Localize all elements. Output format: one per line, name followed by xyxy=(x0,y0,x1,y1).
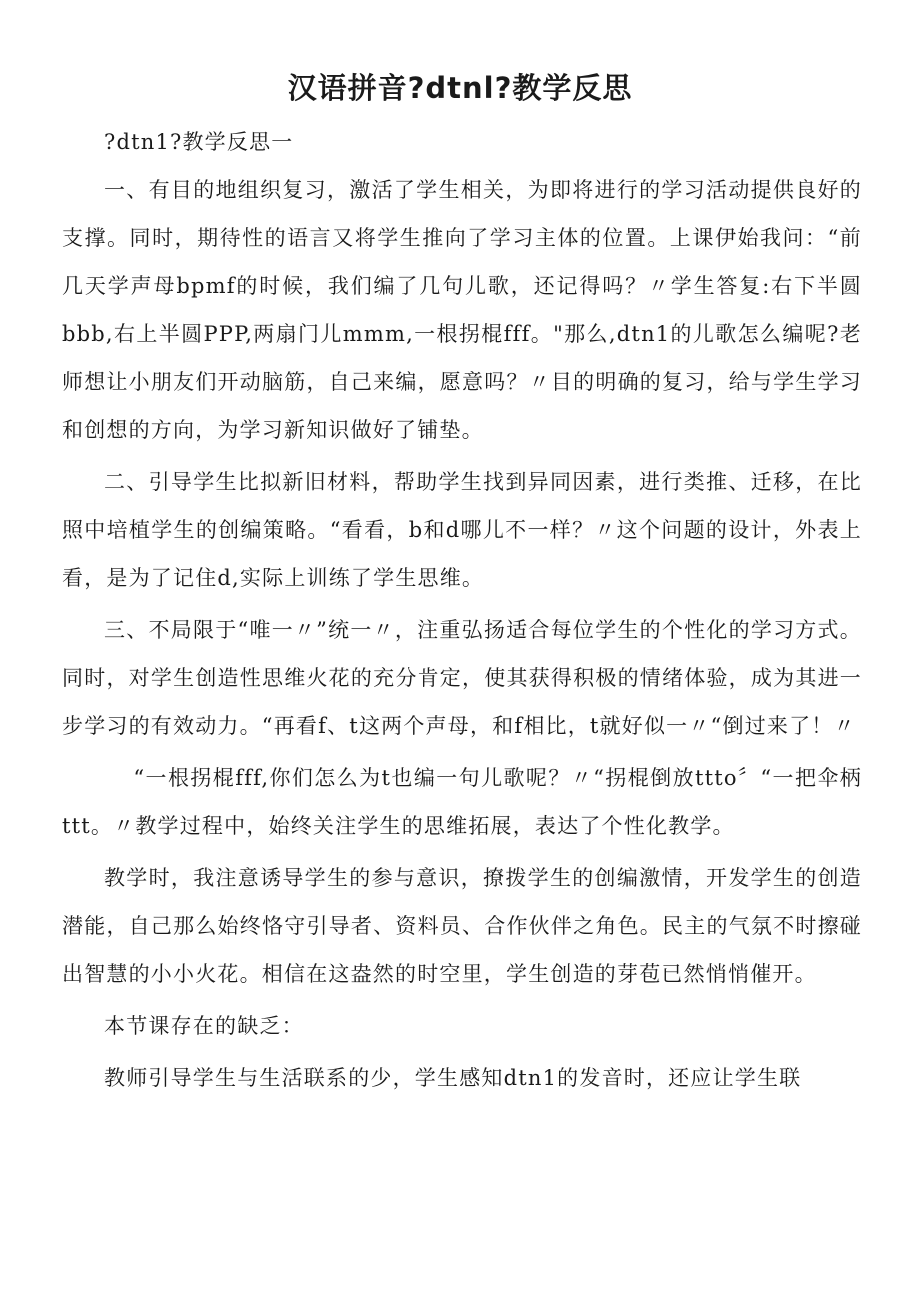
paragraph-shortcomings-heading: 本节课存在的缺乏： xyxy=(104,1014,304,1038)
paragraph-compare: 二、引导学生比拟新旧材料，帮助学生找到异同因素，进行类推、迁移，在比照中培植学生的创编策略。“看看，b和d哪儿不一样？〃这个问题的设计，外表上看，是为了记住d,实际上训练了学生思维。 xyxy=(62,470,862,590)
paragraph-quote: “一根拐棍fff,你们怎么为t也编一句儿歌呢？〃“拐棍倒放ttto〞“一把伞柄ttt。〃教学过程中，始终关注学生的思维拓展，表达了个性化教学。 xyxy=(62,766,862,838)
document-title: 汉语拼音?dtnl?教学反思 xyxy=(287,71,633,105)
paragraph-teaching: 教学时，我注意诱导学生的参与意识，撩拨学生的创编激情，开发学生的创造潜能，自己那么始终恪守引导者、资料员、合作伙伴之角色。民主的气氛不时擦碰出智慧的小小火花。相信在这盎然的时空里，学生创造的芽苞已然悄悄催开。 xyxy=(62,866,862,986)
section-heading: ?dtn1?教学反思一 xyxy=(104,130,294,154)
document-body xyxy=(62,118,862,1102)
paragraph-review: 一、有目的地组织复习，激活了学生相关，为即将进行的学习活动提供良好的支撑。同时，期待性的语言又将学生推向了学习主体的位置。上课伊始我问：“前几天学声母bpmf的时候，我们编了几句儿歌，还记得吗？〃学生答复:右下半圆bbb,右上半圆PPP,两扇门儿mmm,一根拐棍fff。"那么,dtn1的儿歌怎么编呢?老师想让小朋友们开动脑筋，自己来编，愿意吗？〃目的明确的复习，给与学生学习和创想的方向，为学习新知识做好了铺垫。 xyxy=(62,178,862,442)
paragraph-individual: 三、不局限于“唯一〃”统一〃，注重弘扬适合每位学生的个性化的学习方式。同时，对学生创造性思维火花的充分肯定，使其获得积极的情绪体验，成为其进一步学习的有效动力。“再看f、t这两个声母，和f相比，t就好似一〃“倒过来了！〃 xyxy=(62,618,862,738)
paragraph-shortcomings: 教师引导学生与生活联系的少，学生感知dtn1的发音时，还应让学生联 xyxy=(104,1066,802,1090)
